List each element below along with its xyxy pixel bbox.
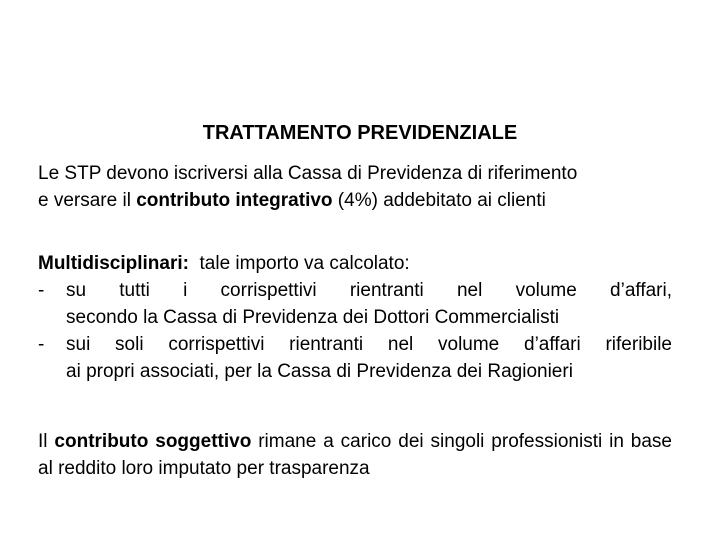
multi-label: Multidisciplinari: [38,253,189,274]
intro-line-2 [38,187,672,214]
bullet-item-2 [38,331,672,385]
multi-lead: tale importo va calcolato: [188,253,410,274]
contributo-soggettivo-bold: contributo soggettivo [54,431,252,452]
bullet-1-line-2: secondo la Cassa di Previdenza dei Dottori Commercialisti [66,307,560,328]
contributo-integrativo-bold: contributo integrativo [136,190,333,211]
multidisciplinari-section [38,250,672,385]
bullet-item-1 [38,277,672,331]
bullet-2-line-2: ai propri associati, per la Cassa di Previdenza dei Ragionieri [66,361,573,382]
bullet-dash: - [38,334,45,355]
multi-heading [38,250,672,277]
bullet-1-line-1: su tutti i corrispettivi rientranti nel volume d’affari, [66,280,672,301]
intro-line-2-post: (4%) addebitato ai clienti [332,190,546,211]
intro-line-1: Le STP devono iscriversi alla Cassa di Previdenza di riferimento [38,163,578,184]
bullet-dash: - [38,280,45,301]
closing-post: rimane a carico dei singoli professionisti in base al reddito loro imputato per trasparenza [38,431,672,479]
slide-title: TRATTAMENTO PREVIDENZIALE [202,122,518,144]
intro-line-2-pre: e versare il [38,190,137,211]
closing-pre: Il [38,431,55,452]
bullet-2-line-1: sui soli corrispettivi rientranti nel volume d’affari riferibile [66,334,672,355]
intro-paragraph [38,160,672,214]
closing-paragraph [38,428,672,482]
